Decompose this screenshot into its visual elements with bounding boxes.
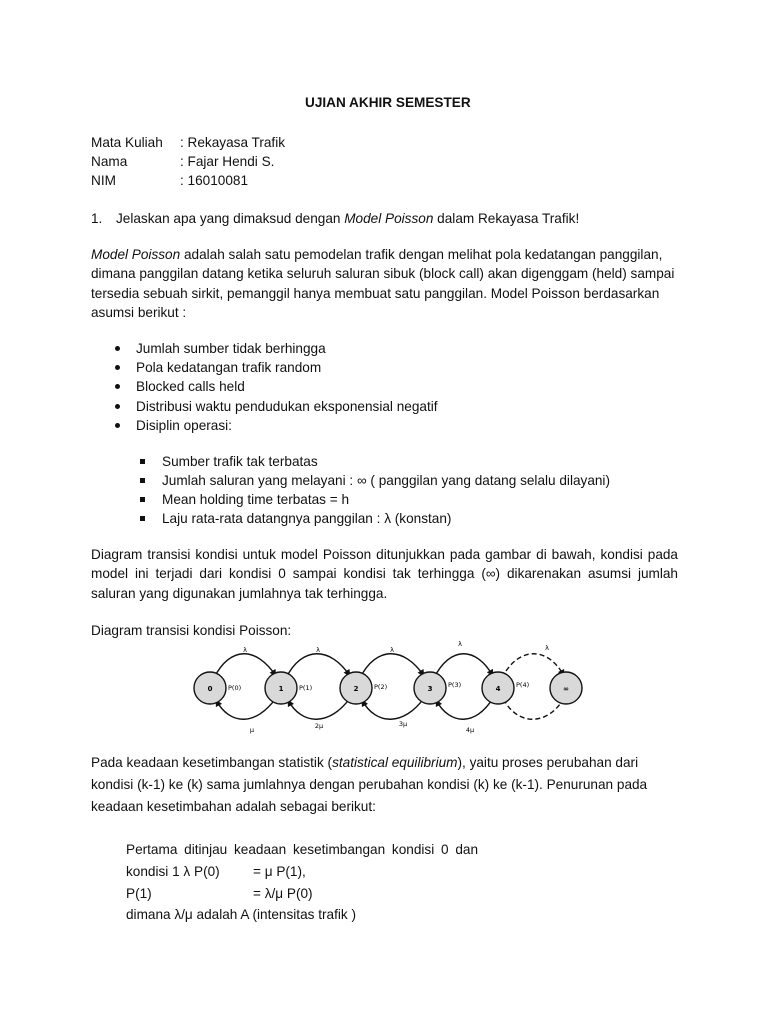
- derivation-line-3a: P(1): [126, 886, 152, 901]
- diagram-paragraph: Diagram transisi kondisi untuk model Poisson ditunjukkan pada gambar di bawah, kondisi pada model ini terjadi dari kondisi 0 sampai kondisi tak terhingga (∞) dikarenakan asumsi jumlah saluran yang digunakan jumlahnya tak terhingga.: [91, 547, 678, 601]
- equilibrium-pre: Pada keadaan kesetimbangan statistik (: [91, 755, 333, 770]
- bullet-dot: [115, 346, 120, 351]
- node-label: 3: [427, 685, 433, 693]
- state-transition-diagram: [190, 638, 590, 738]
- sub-bullet-item: Sumber trafik tak terbatas: [162, 454, 318, 469]
- arrival-label: λ: [458, 640, 462, 648]
- arrival-label: λ: [390, 646, 394, 654]
- node-label: 2: [353, 685, 359, 693]
- info-key-nim: NIM: [91, 173, 116, 188]
- arrival-label: λ: [243, 646, 247, 654]
- arrival-arc-dashed: [502, 654, 564, 678]
- diagram-caption: Diagram transisi kondisi Poisson:: [91, 623, 292, 638]
- departure-arc-dashed: [504, 698, 564, 719]
- sub-bullet-square: [140, 516, 145, 521]
- departure-arc: [362, 698, 424, 719]
- sub-bullet-item: Mean holding time terbatas = h: [162, 492, 350, 507]
- info-key-name: Nama: [91, 154, 128, 169]
- departure-label: 2μ: [314, 722, 324, 730]
- info-key-course: Mata Kuliah: [91, 135, 163, 150]
- departure-label: μ: [249, 726, 255, 734]
- bullet-item: Pola kedatangan trafik random: [136, 360, 322, 375]
- bullet-dot: [115, 365, 120, 370]
- bullet-dot: [115, 423, 120, 428]
- answer-italic-lead: Model Poisson: [91, 247, 181, 262]
- derivation-line-2a: kondisi 1 λ P(0): [126, 864, 220, 879]
- bullet-dot: [115, 384, 120, 389]
- equilibrium-post: ), yaitu proses perubahan dari kondisi (k-1) ke (k) sama jumlahnya dengan perubahan kondisi (k) ke (k-1). Penurunan pada keadaan kesetimbahan adalah sebagai berikut:: [91, 755, 648, 814]
- prob-label: P(0): [228, 684, 242, 692]
- arrival-label: λ: [316, 646, 320, 654]
- bullet-dot: [115, 404, 120, 409]
- arrival-arc: [434, 654, 493, 678]
- prob-label: P(3): [448, 681, 462, 689]
- departure-arc: [436, 698, 493, 719]
- node-label: 1: [278, 685, 284, 693]
- answer-text: adalah salah satu pemodelan trafik dengan melihat pola kedatangan panggilan, dimana panggilan datang ketika seluruh saluran sibuk (block call) akan digenggam (held) sampai tersedia sebuah sirkit, pemanggil hanya membuat satu panggilan. Model Poisson berdasarkan asumsi berikut :: [91, 247, 675, 321]
- bullet-item: Blocked calls held: [136, 379, 245, 394]
- sub-bullet-square: [140, 497, 145, 502]
- arrival-arc: [286, 654, 350, 678]
- prob-label: P(4): [516, 681, 530, 689]
- bullet-item: Jumlah sumber tidak berhingga: [136, 341, 326, 356]
- prob-label: P(2): [374, 683, 388, 691]
- derivation-line-3b: = λ/μ P(0): [253, 886, 313, 901]
- arrival-label: λ: [545, 644, 549, 652]
- question-number: 1.: [91, 211, 103, 226]
- derivation-line-1: Pertama ditinjau keadaan kesetimbangan kondisi 0 dan: [126, 842, 479, 857]
- node-label: 4: [495, 685, 501, 693]
- equilibrium-paragraph: [91, 752, 678, 818]
- sub-bullet-item: Laju rata-rata datangnya panggilan : λ (konstan): [162, 511, 452, 526]
- info-value-nim: : 16010081: [180, 173, 249, 188]
- bullet-item: Disiplin operasi:: [136, 418, 232, 433]
- node-label: ∞: [563, 685, 569, 693]
- question-text: [116, 209, 579, 228]
- question-italic: Model Poisson: [344, 211, 434, 226]
- arrival-arc: [214, 654, 276, 678]
- departure-label: 3μ: [398, 720, 408, 728]
- derivation-line-2b: = μ P(1),: [253, 864, 306, 879]
- bullet-item: Distribusi waktu pendudukan eksponensial negatif: [136, 399, 438, 414]
- sub-bullet-item: Jumlah saluran yang melayani : ∞ ( panggilan yang datang selalu dilayani): [162, 473, 610, 488]
- question-post: dalam Rekayasa Trafik!: [433, 211, 580, 226]
- derivation-line-4: dimana λ/μ adalah A (intensitas trafik ): [126, 907, 356, 922]
- answer-paragraph: [91, 245, 678, 323]
- arrival-arc: [360, 654, 424, 678]
- info-value-course: : Rekayasa Trafik: [180, 135, 286, 150]
- prob-label: P(1): [299, 684, 313, 692]
- departure-arc: [288, 698, 350, 719]
- departure-label: 4μ: [465, 726, 475, 734]
- sub-bullet-square: [140, 478, 145, 483]
- page-title: UJIAN AKHIR SEMESTER: [305, 95, 471, 110]
- sub-bullet-square: [140, 459, 145, 464]
- node-label: 0: [207, 685, 213, 693]
- question-pre: Jelaskan apa yang dimaksud dengan: [116, 211, 345, 226]
- info-value-name: : Fajar Hendi S.: [180, 154, 275, 169]
- equilibrium-italic: statistical equilibrium: [332, 755, 458, 770]
- departure-arc: [216, 698, 276, 719]
